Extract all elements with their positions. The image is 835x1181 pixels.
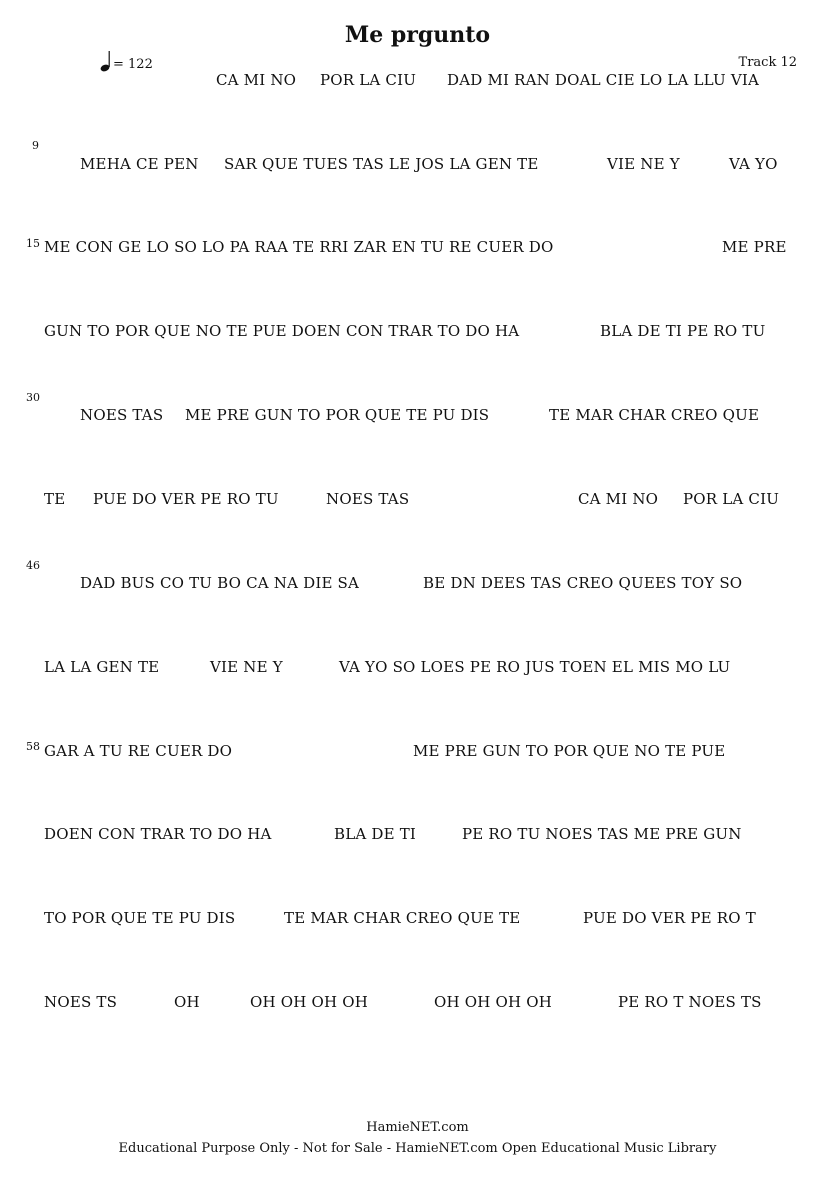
lyric-fragment: VIE NE Y xyxy=(607,155,680,173)
lyric-fragment: CA MI NO xyxy=(216,71,297,89)
lyric-fragment: NOES TAS xyxy=(326,490,410,508)
lyric-fragment: TO POR QUE TE PU DIS xyxy=(44,909,236,927)
lyric-fragment: DAD MI RAN DOAL CIE LO LA LLU VIA xyxy=(447,71,760,89)
lyric-fragment: LA LA GEN TE xyxy=(44,658,160,676)
lyric-fragment: GAR A TU RE CUER DO xyxy=(44,742,233,760)
track-label: Track 12 xyxy=(738,55,797,70)
measure-number: 9 xyxy=(32,139,39,152)
lyric-line xyxy=(0,658,835,678)
lyric-line xyxy=(0,574,835,594)
lyric-fragment: TE MAR CHAR CREO QUE xyxy=(549,406,760,424)
song-title: Me prgunto xyxy=(344,22,491,48)
lyric-fragment: PUE DO VER PE RO T xyxy=(583,909,756,927)
tempo-value: = 122 xyxy=(113,57,153,72)
lyric-fragment: POR LA CIU xyxy=(683,490,780,508)
lyric-fragment: PE RO TU NOES TAS ME PRE GUN xyxy=(462,825,742,843)
lyric-fragment: ME CON GE LO SO LO PA RAA TE RRI ZAR EN TU RE CUER DO xyxy=(44,238,554,256)
lyric-fragment: BLA DE TI PE RO TU xyxy=(600,322,766,340)
lyric-line xyxy=(0,238,835,258)
lyric-line xyxy=(0,322,835,342)
lyric-fragment: CA MI NO xyxy=(578,490,659,508)
lyric-fragment: BE DN DEES TAS CREO QUEES TOY SO xyxy=(423,574,743,592)
lyric-fragment: BLA DE TI xyxy=(334,825,417,843)
measure-number: 46 xyxy=(26,559,40,572)
lyric-fragment: SAR QUE TUES TAS LE JOS LA GEN TE xyxy=(224,155,539,173)
lyric-line xyxy=(0,71,835,91)
lyric-fragment: PE RO T NOES TS xyxy=(618,993,762,1011)
measure-number: 30 xyxy=(26,391,40,404)
lyric-fragment: TE xyxy=(44,490,66,508)
lyric-fragment: DOEN CON TRAR TO DO HA xyxy=(44,825,272,843)
footer-notice: Educational Purpose Only - Not for Sale - HamieNET.com Open Educational Music Library xyxy=(118,1141,717,1156)
lyric-fragment: OH xyxy=(174,993,200,1011)
lyric-fragment: NOES TS xyxy=(44,993,118,1011)
lyric-fragment: VIE NE Y xyxy=(210,658,283,676)
lyric-fragment: MEHA CE PEN xyxy=(80,155,199,173)
lyric-line xyxy=(0,825,835,845)
footer-site: HamieNET.com xyxy=(366,1120,469,1135)
lyric-fragment: PUE DO VER PE RO TU xyxy=(93,490,279,508)
lyric-line xyxy=(0,155,835,175)
lyric-fragment: GUN TO POR QUE NO TE PUE DOEN CON TRAR TO DO HA xyxy=(44,322,520,340)
lyric-fragment: TE MAR CHAR CREO QUE TE xyxy=(284,909,521,927)
lyric-line xyxy=(0,742,835,762)
lyric-line xyxy=(0,993,835,1013)
lyric-fragment: ME PRE GUN TO POR QUE NO TE PUE xyxy=(413,742,726,760)
lyric-fragment: NOES TAS xyxy=(80,406,164,424)
lyric-fragment: DAD BUS CO TU BO CA NA DIE SA xyxy=(80,574,360,592)
quarter-note-icon xyxy=(100,50,112,72)
tempo-marking xyxy=(100,50,153,72)
lyric-line xyxy=(0,909,835,929)
lyric-fragment: ME PRE xyxy=(722,238,787,256)
lyric-fragment: OH OH OH OH xyxy=(250,993,369,1011)
lyric-fragment: VA YO SO LOES PE RO JUS TOEN EL MIS MO LU xyxy=(339,658,731,676)
measure-number: 15 xyxy=(26,237,40,250)
lyric-fragment: VA YO xyxy=(729,155,778,173)
lyric-fragment: OH OH OH OH xyxy=(434,993,553,1011)
lyric-line xyxy=(0,406,835,426)
lyric-line xyxy=(0,490,835,510)
lyric-fragment: POR LA CIU xyxy=(320,71,417,89)
measure-number: 58 xyxy=(26,740,40,753)
lyric-fragment: ME PRE GUN TO POR QUE TE PU DIS xyxy=(185,406,490,424)
